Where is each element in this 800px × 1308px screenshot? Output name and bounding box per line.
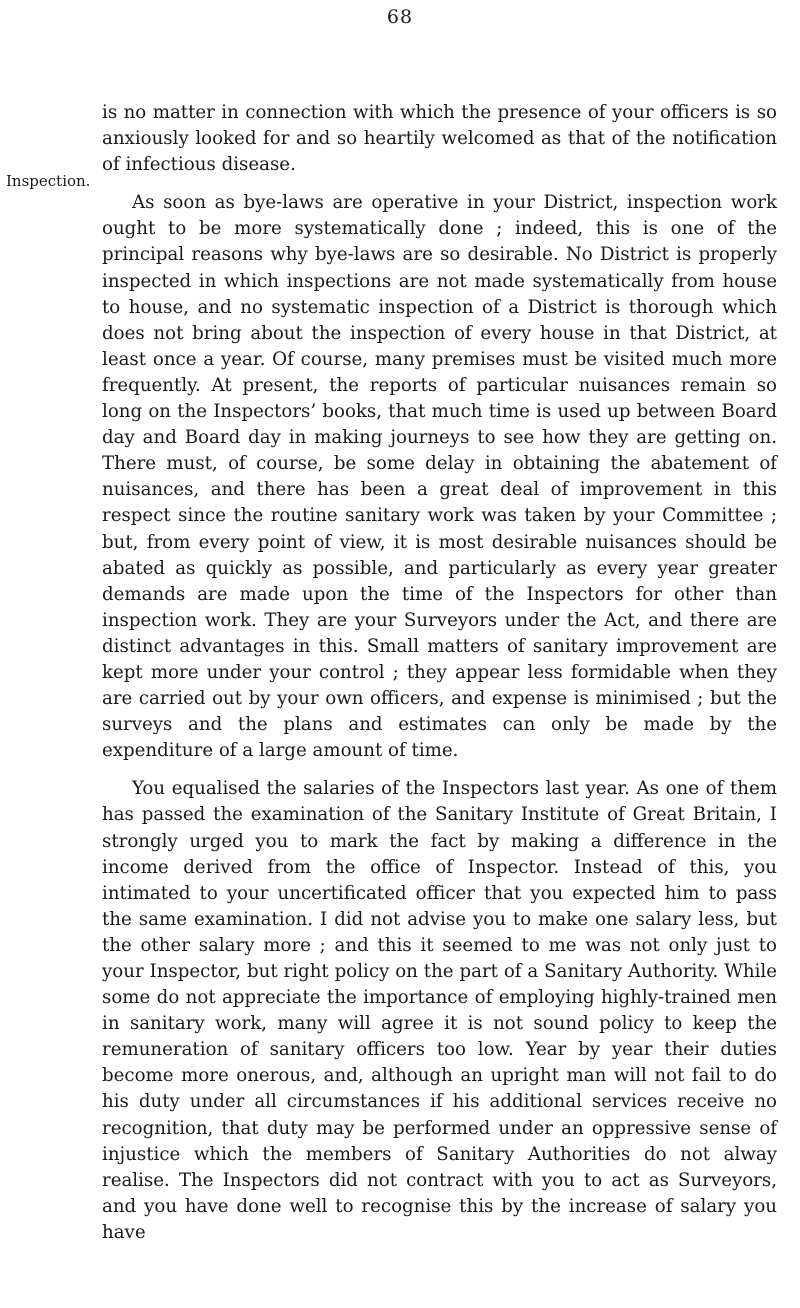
paragraph-inspection: As soon as bye-laws are operative in your District, inspection work ought to be more systematically done ; indeed, this is one of the principal reasons why bye-laws are so desirable. No District is properly inspected in which inspections are not made systematically from house to house, and no systematic inspection of a District is thorough which does not bring about the inspection of every house in that District, at least once a year. Of course, many premises must be visited much more frequently. At present, the reports of particular nuisances remain so long on the Inspectors’ books, that much time is used up between Board day and Board day in making journeys to see how they are getting on. There must, of course, be some delay in obtaining the abatement of nuisances, and there has been a great deal of improvement in this respect since the routine sanitary work was taken by your Committee ; but, from every point of view, it is most desirable nuisances should be abated as quickly as possible, and particularly as every year greater demands are made upon the time of the Inspectors for other than inspection work. They are your Surveyors under the Act, and there are distinct advantages in this. Small matters of sanitary improvement are kept more under your control ; they appear less formidable when they are carried out by your own officers, and expense is minimised ; but the surveys and the plans and estimates can only be made by the expenditure of a large amount of time. xyxy=(102,192,777,762)
paragraph-salaries: You equalised the salaries of the Inspectors last year. As one of them has passed the examination of the Sanitary Institute of Great Britain, I strongly urged you to mark the fact by making a difference in the income derived from the office of Inspector. Instead of this, you intimated to your uncertificated officer that you expected him to pass the same examination. I did not advise you to make one salary less, but the other salary more ; and this it seemed to me was not only just to your Inspector, but right policy on the part of a Sanitary Authority. While some do not appreciate the importance of employing highly-trained men in sanitary work, many will agree it is not sound policy to keep the remuneration of sanitary officers too low. Year by year their duties become more onerous, and, although an upright man will not fail to do his duty under all circumstances if his additional services receive no recognition, that duty may be performed under an oppressive sense of injustice which the members of Sanitary Authorities do not alway realise. The Inspectors did not contract with you to act as Surveyors, and you have done well to recognise this by the increase of salary you have xyxy=(102,778,777,1243)
body-text xyxy=(102,100,777,1246)
page-number: 68 xyxy=(386,6,414,28)
paragraph-continuation: is no matter in connection with which the presence of your officers is so anxiously looked for and so heartily welcomed as that of the notification of infectious disease. xyxy=(102,102,777,176)
margin-note-inspection: Inspection. xyxy=(6,172,91,190)
